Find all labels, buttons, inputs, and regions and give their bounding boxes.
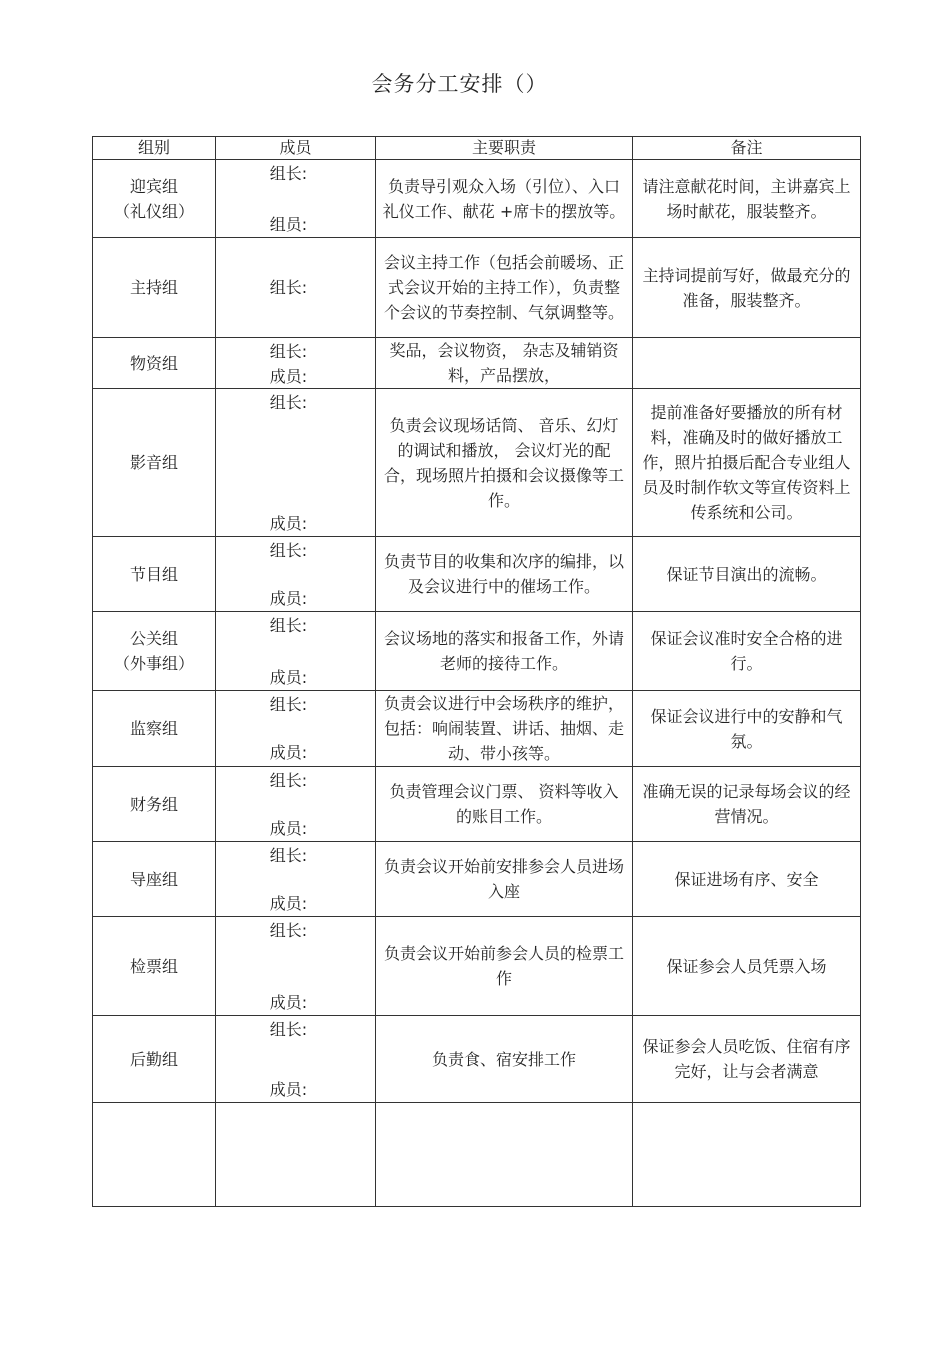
members-cell — [216, 842, 376, 917]
member-label: 组长: — [269, 540, 308, 560]
table-row — [93, 1103, 861, 1207]
member-label: 成员: — [269, 743, 308, 762]
member-label: 成员: — [269, 893, 308, 913]
duty-cell — [376, 1103, 633, 1207]
member-label: 成员: — [269, 992, 308, 1012]
duty-cell: 负责导引观众入场（引位）、入口礼仪工作、献花 +席卡的摆放等。 — [376, 160, 633, 238]
duty-cell: 会议场地的落实和报备工作，外请老师的接待工作。 — [376, 612, 633, 691]
member-label: 组长: — [269, 163, 308, 183]
note-cell: 请注意献花时间，主讲嘉宾上场时献花，服装整齐。 — [633, 160, 861, 238]
member-label: 成员: — [269, 818, 308, 838]
note-cell: 提前准备好要播放的所有材料，准确及时的做好播放工作，照片拍摄后配合专业组人员及时制作软文等宣传资料上传系统和公司。 — [633, 389, 861, 537]
group-cell: 检票组 — [93, 917, 216, 1016]
table-row — [93, 691, 861, 767]
header-members: 成员 — [216, 137, 376, 160]
group-cell — [93, 1103, 216, 1207]
note-cell: 保证节目演出的流畅。 — [633, 537, 861, 612]
table-row — [93, 537, 861, 612]
group-cell: 节目组 — [93, 537, 216, 612]
table-row — [93, 767, 861, 842]
group-cell: 迎宾组 （礼仪组） — [93, 160, 216, 238]
note-cell: 保证会议准时安全合格的进行。 — [633, 612, 861, 691]
note-cell: 主持词提前写好，做最充分的准备，服装整齐。 — [633, 238, 861, 338]
header-note: 备注 — [633, 137, 861, 160]
members-cell — [216, 767, 376, 842]
member-label: 组员: — [269, 214, 308, 234]
duty-table — [92, 136, 861, 1207]
header-duty: 主要职责 — [376, 137, 633, 160]
note-cell: 保证进场有序、安全 — [633, 842, 861, 917]
members-cell — [216, 917, 376, 1016]
member-label: 组长: — [269, 341, 308, 361]
member-label: 组长: — [269, 920, 308, 940]
duty-cell: 负责食、宿安排工作 — [376, 1016, 633, 1103]
page-title: 会务分工安排（） — [371, 72, 548, 96]
duty-cell: 负责会议现场话筒、 音乐、幻灯的调试和播放， 会议灯光的配合，现场照片拍摄和会议摄像等工作。 — [376, 389, 633, 537]
member-label: 组长: — [269, 278, 308, 297]
table-row — [93, 389, 861, 537]
duty-cell: 负责会议开始前参会人员的检票工作 — [376, 917, 633, 1016]
note-cell — [633, 1103, 861, 1207]
group-cell: 监察组 — [93, 691, 216, 767]
members-cell — [216, 1016, 376, 1103]
note-cell: 保证参会人员吃饭、住宿有序完好，让与会者满意 — [633, 1016, 861, 1103]
members-cell — [216, 537, 376, 612]
duty-cell: 奖品，会议物资， 杂志及辅销资料，产品摆放， — [376, 338, 633, 389]
table-row — [93, 842, 861, 917]
member-label: 成员: — [269, 513, 308, 533]
duty-cell: 负责会议开始前安排参会人员进场入座 — [376, 842, 633, 917]
table-row — [93, 612, 861, 691]
member-label: 成员: — [269, 667, 308, 687]
duty-cell: 会议主持工作（包括会前暖场、正式会议开始的主持工作），负责整个会议的节奏控制、气氛调整等。 — [376, 238, 633, 338]
group-cell: 后勤组 — [93, 1016, 216, 1103]
table-row — [93, 917, 861, 1016]
member-label: 组长: — [269, 770, 308, 790]
members-cell — [216, 160, 376, 238]
member-label: 组长: — [269, 1019, 308, 1039]
member-label: 组长: — [269, 615, 308, 635]
note-cell — [633, 338, 861, 389]
group-cell: 财务组 — [93, 767, 216, 842]
duty-cell: 负责会议进行中会场秩序的维护，包括：响闹装置、讲话、抽烟、走动、带小孩等。 — [376, 691, 633, 767]
members-cell — [216, 1103, 376, 1207]
header-row — [93, 137, 861, 160]
note-cell: 保证会议进行中的安静和气氛。 — [633, 691, 861, 767]
note-cell: 保证参会人员凭票入场 — [633, 917, 861, 1016]
member-label: 成员: — [269, 366, 308, 386]
member-label: 成员: — [269, 588, 308, 608]
member-label: 组长: — [269, 845, 308, 865]
group-cell: 公关组 （外事组） — [93, 612, 216, 691]
header-group: 组别 — [93, 137, 216, 160]
table-row — [93, 238, 861, 338]
duty-cell: 负责管理会议门票、 资料等收入的账目工作。 — [376, 767, 633, 842]
member-label: 组长: — [269, 392, 308, 412]
member-label: 组长: — [269, 695, 308, 714]
group-cell: 影音组 — [93, 389, 216, 537]
members-cell — [216, 338, 376, 389]
table-row — [93, 160, 861, 238]
table-row — [93, 1016, 861, 1103]
note-cell: 准确无误的记录每场会议的经营情况。 — [633, 767, 861, 842]
group-cell: 物资组 — [93, 338, 216, 389]
members-cell — [216, 691, 376, 767]
duty-cell: 负责节目的收集和次序的编排，以及会议进行中的催场工作。 — [376, 537, 633, 612]
group-cell: 导座组 — [93, 842, 216, 917]
member-label: 成员: — [269, 1079, 308, 1099]
members-cell — [216, 389, 376, 537]
members-cell — [216, 238, 376, 338]
group-cell: 主持组 — [93, 238, 216, 338]
members-cell — [216, 612, 376, 691]
table-body — [93, 160, 861, 1207]
table-row — [93, 338, 861, 389]
